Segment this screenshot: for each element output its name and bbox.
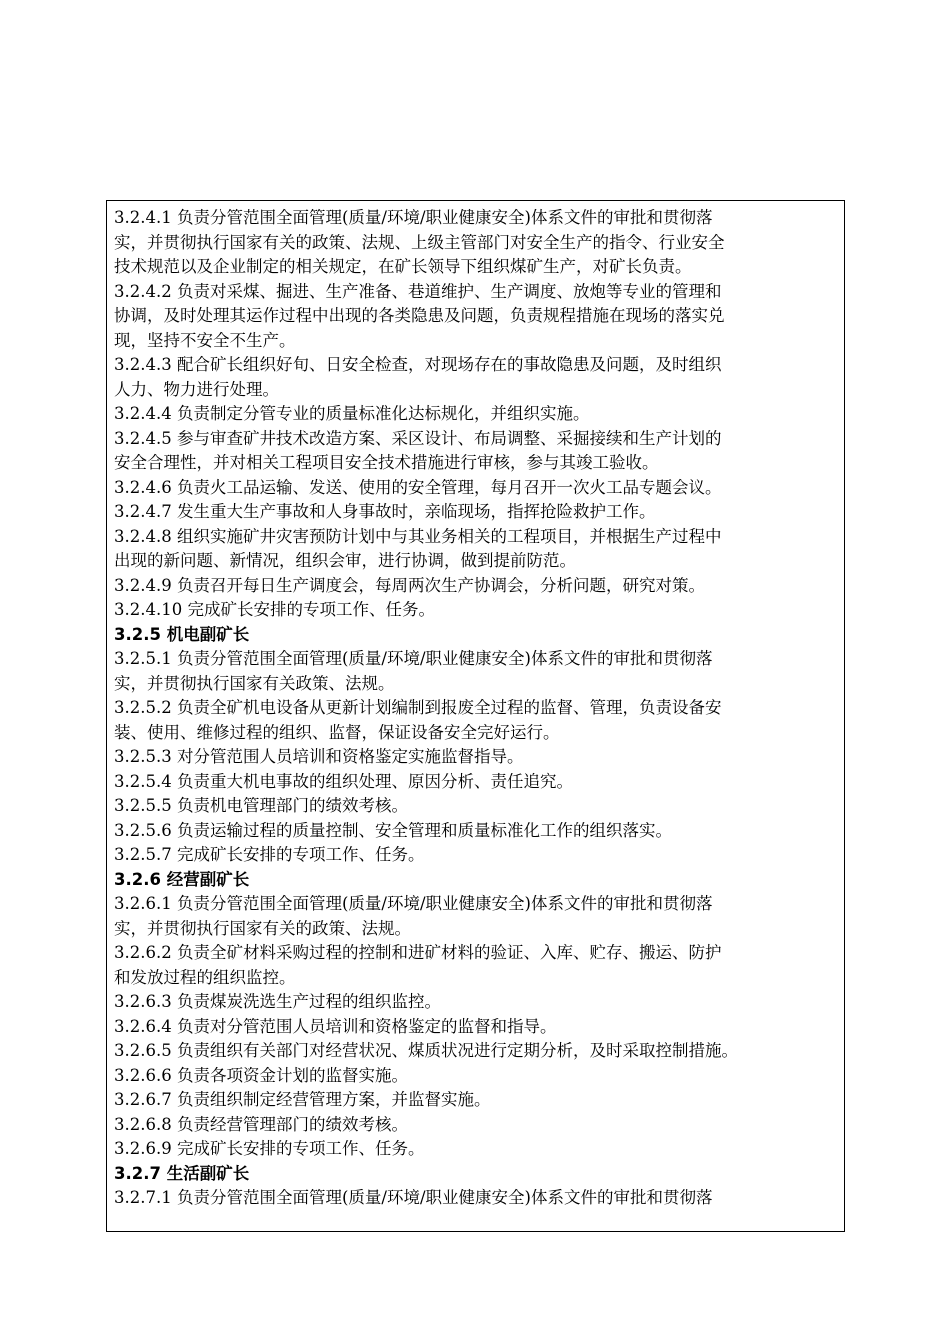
text-line: 3.2.5.2 负责全矿机电设备从更新计划编制到报废全过程的监督、管理，负责设备安 bbox=[114, 698, 722, 717]
text-line: 3.2.4.4 负责制定分管专业的质量标准化达标规化，并组织实施。 bbox=[114, 404, 590, 423]
text-line: 3.2.5.3 对分管范围人员培训和资格鉴定实施监督指导。 bbox=[114, 747, 524, 766]
text-line: 3.2.6.6 负责各项资金计划的监督实施。 bbox=[114, 1065, 408, 1085]
section-heading: 3.2.5 机电副矿长 bbox=[114, 624, 250, 644]
text-line: 安全合理性，并对相关工程项目安全技术措施进行审核，参与其竣工验收。 bbox=[114, 453, 659, 472]
text-line: 3.2.6.9 完成矿长安排的专项工作、任务。 bbox=[114, 1139, 425, 1158]
text-line: 3.2.4.2 负责对采煤、掘进、生产准备、巷道维护、生产调度、放炮等专业的管理和 bbox=[114, 281, 722, 301]
text-line: 人力、物力进行处理。 bbox=[114, 379, 279, 399]
text-line: 3.2.6.8 负责经营管理部门的绩效考核。 bbox=[114, 1114, 408, 1134]
section-heading: 3.2.7 生活副矿长 bbox=[114, 1163, 250, 1183]
text-line: 3.2.6.3 负责煤炭洗选生产过程的组织监控。 bbox=[114, 992, 441, 1011]
text-line: 3.2.6.4 负责对分管范围人员培训和资格鉴定的监督和指导。 bbox=[114, 1016, 557, 1036]
text-line: 3.2.4.3 配合矿长组织好旬、日安全检查，对现场存在的事故隐患及问题，及时组织 bbox=[114, 355, 722, 374]
text-line: 3.2.6.5 负责组织有关部门对经营状况、煤质状况进行定期分析，及时采取控制措施。 bbox=[114, 1041, 738, 1060]
text-line: 3.2.6.1 负责分管范围全面管理(质量/环境/职业健康安全)体系文件的审批和贯彻落 bbox=[114, 894, 713, 913]
text-line: 装、使用、维修过程的组织、监督，保证设备安全完好运行。 bbox=[114, 722, 560, 742]
text-line: 实，并贯彻执行国家有关政策、法规。 bbox=[114, 673, 395, 693]
text-line: 3.2.5.7 完成矿长安排的专项工作、任务。 bbox=[114, 845, 425, 864]
text-line: 3.2.4.6 负责火工品运输、发送、使用的安全管理，每月召开一次火工品专题会议。 bbox=[114, 477, 722, 497]
text-line: 3.2.6.2 负责全矿材料采购过程的控制和进矿材料的验证、入库、贮存、搬运、防护 bbox=[114, 943, 722, 962]
text-line: 3.2.6.7 负责组织制定经营管理方案，并监督实施。 bbox=[114, 1090, 491, 1109]
text-line: 3.2.4.9 负责召开每日生产调度会，每周两次生产协调会，分析问题，研究对策。 bbox=[114, 575, 705, 595]
text-line: 3.2.5.4 负责重大机电事故的组织处理、原因分析、责任追究。 bbox=[114, 771, 573, 791]
text-line: 3.2.4.5 参与审查矿井技术改造方案、采区设计、布局调整、采掘接续和生产计划的 bbox=[114, 428, 722, 448]
text-line: 协调，及时处理其运作过程中出现的各类隐患及问题，负责规程措施在现场的落实兑 bbox=[114, 306, 725, 325]
text-line: 实，并贯彻执行国家有关的政策、法规。 bbox=[114, 918, 411, 938]
text-line: 出现的新问题、新情况，组织会审，进行协调，做到提前防范。 bbox=[114, 551, 576, 570]
text-line: 现，坚持不安全不生产。 bbox=[114, 330, 296, 350]
text-line: 技术规范以及企业制定的相关规定，在矿长领导下组织煤矿生产，对矿长负责。 bbox=[114, 257, 692, 276]
text-line: 3.2.4.10 完成矿长安排的专项工作、任务。 bbox=[114, 600, 435, 619]
text-line: 3.2.5.1 负责分管范围全面管理(质量/环境/职业健康安全)体系文件的审批和贯彻落 bbox=[114, 649, 713, 668]
section-heading: 3.2.6 经营副矿长 bbox=[114, 869, 250, 889]
text-line: 3.2.4.8 组织实施矿井灾害预防计划中与其业务相关的工程项目，并根据生产过程中 bbox=[114, 526, 722, 546]
text-line: 和发放过程的组织监控。 bbox=[114, 967, 296, 987]
text-line: 3.2.4.7 发生重大生产事故和人身事故时，亲临现场，指挥抢险救护工作。 bbox=[114, 502, 656, 521]
text-line: 实，并贯彻执行国家有关的政策、法规、上级主管部门对安全生产的指令、行业安全 bbox=[114, 232, 725, 252]
text-line: 3.2.5.5 负责机电管理部门的绩效考核。 bbox=[114, 796, 408, 815]
text-line: 3.2.5.6 负责运输过程的质量控制、安全管理和质量标准化工作的组织落实。 bbox=[114, 820, 672, 840]
text-line: 3.2.7.1 负责分管范围全面管理(质量/环境/职业健康安全)体系文件的审批和贯彻落 bbox=[114, 1188, 713, 1207]
text-line: 3.2.4.1 负责分管范围全面管理(质量/环境/职业健康安全)体系文件的审批和贯彻落 bbox=[114, 208, 713, 227]
document-frame bbox=[106, 200, 845, 1232]
